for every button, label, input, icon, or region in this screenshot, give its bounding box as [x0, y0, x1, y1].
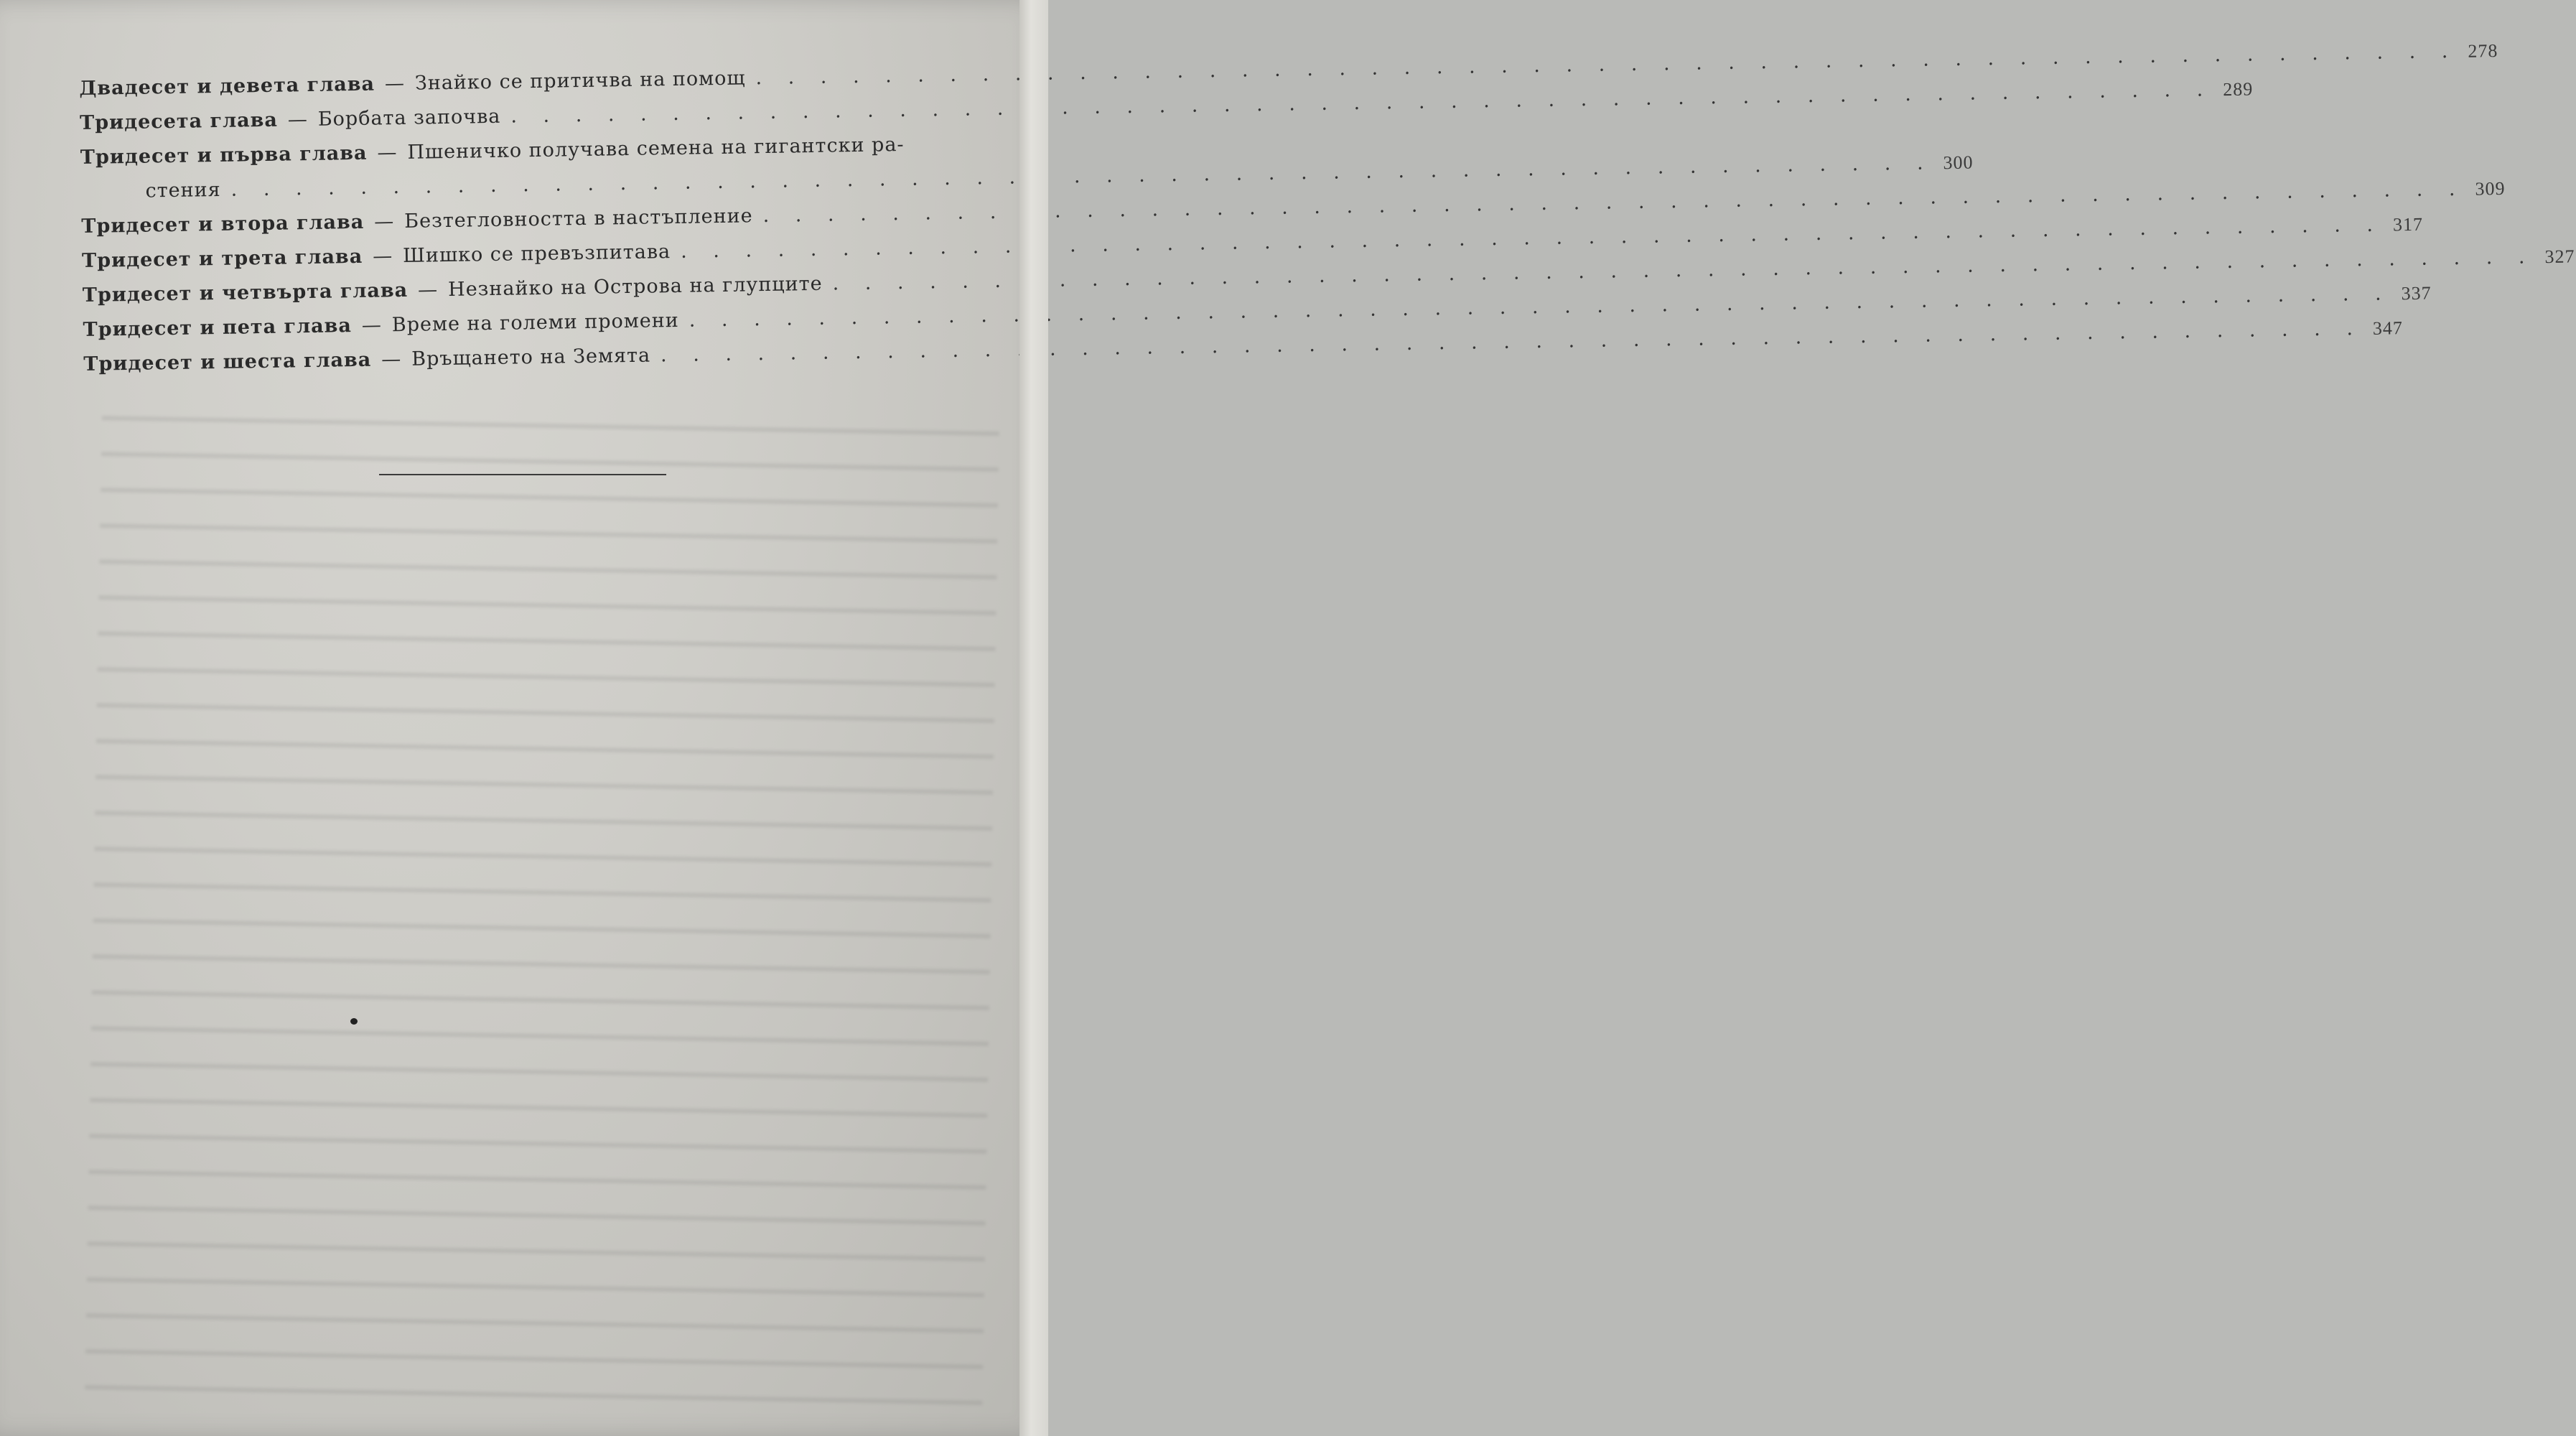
page-number: 337 — [2401, 282, 2432, 304]
chapter-title: Знайко се притичва на помощ — [414, 67, 746, 95]
dash: — — [417, 279, 439, 302]
ink-speck — [350, 1018, 358, 1025]
dash: — — [374, 210, 395, 233]
chapter-title: Време на големи промени — [391, 309, 680, 337]
page-number: 300 — [1943, 151, 1974, 174]
chapter-label: Тридесет и шеста глава — [83, 348, 372, 376]
table-of-contents — [79, 40, 2575, 382]
chapter-label: Тридесет и първа глава — [80, 141, 368, 169]
dash: — — [372, 245, 393, 268]
chapter-title: Връщането на Земята — [411, 344, 651, 370]
page-number: 309 — [2475, 177, 2506, 200]
horizontal-rule — [379, 474, 666, 475]
chapter-title: Безтегловността в настъпление — [404, 205, 753, 233]
dash: — — [361, 314, 383, 337]
page-number: 347 — [2372, 317, 2404, 339]
dash: — — [381, 348, 402, 371]
chapter-label: Тридесет и втора глава — [81, 210, 365, 238]
chapter-title: Шишко се превъзпитава — [402, 241, 671, 267]
chapter-label: Тридесет и пета глава — [83, 314, 353, 341]
dash: — — [384, 72, 406, 95]
page-number: 289 — [2223, 78, 2254, 101]
dash: — — [287, 108, 309, 131]
dash: — — [377, 141, 398, 164]
chapter-label: Тридесета глава — [79, 108, 279, 134]
chapter-title: Борбата започва — [317, 105, 501, 131]
chapter-label: Тридесет и четвърта глава — [82, 279, 409, 307]
chapter-label: Тридесет и трета глава — [81, 245, 363, 272]
chapter-title: Пшеничко получава семена на гигантски ра- — [407, 133, 905, 164]
page-number: 317 — [2392, 213, 2424, 236]
chapter-title-continuation: стения — [145, 178, 221, 202]
chapter-title: Незнайко на Острова на глупците — [447, 272, 823, 301]
page-number: 278 — [2468, 40, 2498, 62]
chapter-label: Двадесет и девета глава — [79, 73, 375, 100]
bleed-through-text — [85, 394, 1000, 1430]
page-edge — [1019, 0, 1048, 1436]
page-number: 327 — [2544, 246, 2575, 268]
